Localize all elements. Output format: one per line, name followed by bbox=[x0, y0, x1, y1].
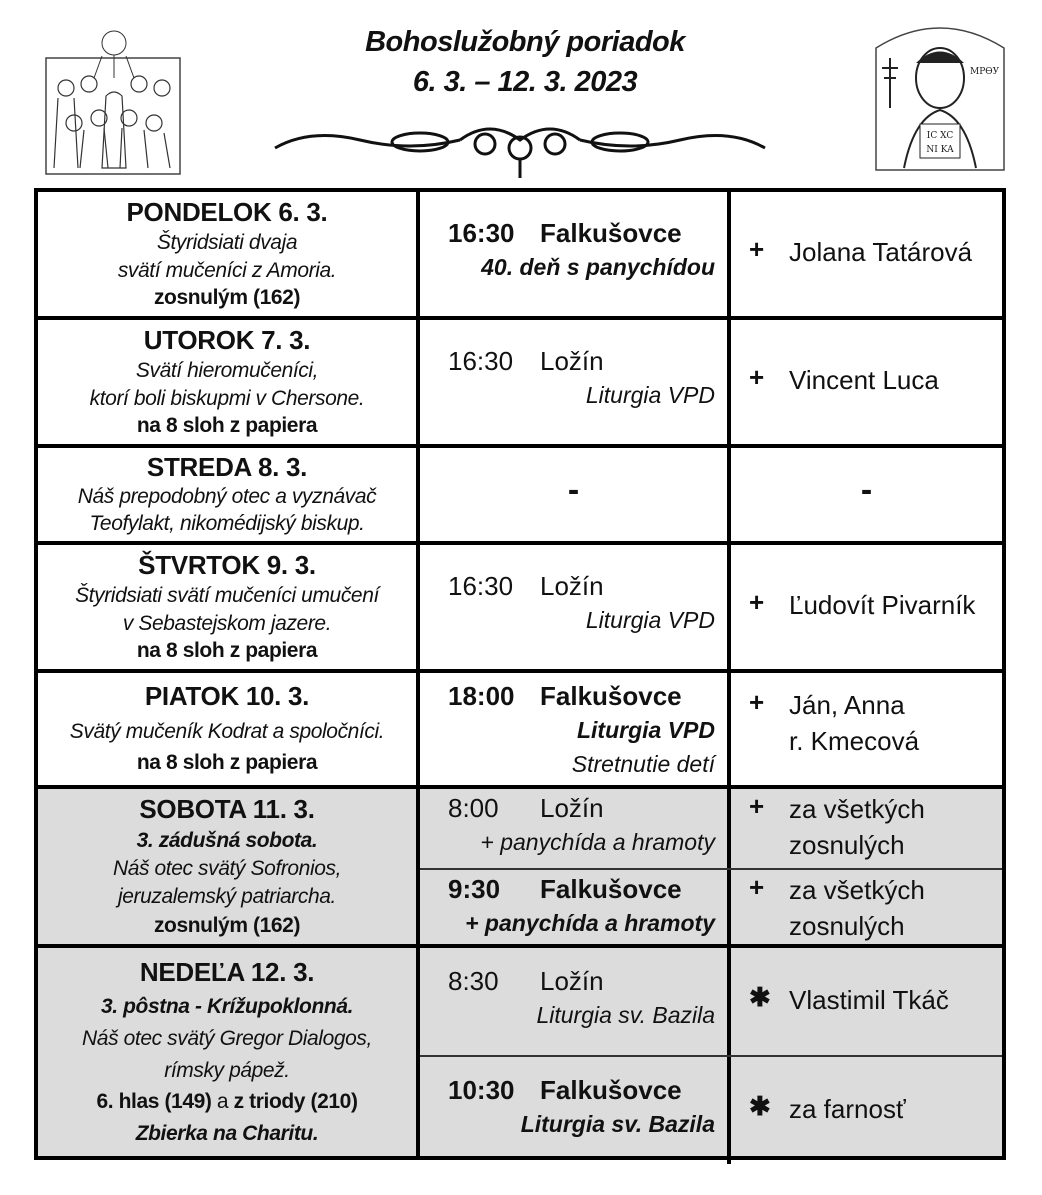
service-place: Ložín bbox=[540, 965, 604, 996]
service-row bbox=[420, 789, 1002, 868]
intention-cell bbox=[731, 870, 1002, 950]
day-info-line: na 8 sloh z papiera bbox=[136, 639, 318, 663]
day-heading: STREDA 8. 3. bbox=[146, 451, 308, 482]
day-info-line: jeruzalemský patriarcha. bbox=[118, 885, 336, 909]
service-note: Liturgia VPD bbox=[585, 382, 715, 408]
service-note-secondary: Stretnutie detí bbox=[571, 751, 715, 777]
schedule-table bbox=[34, 188, 1006, 1160]
day-info-cell bbox=[38, 192, 420, 316]
day-info-line: Štyridsiati svätí mučeníci umučení bbox=[75, 583, 379, 607]
service-cell bbox=[420, 545, 731, 669]
conjunction-text: a bbox=[216, 1090, 229, 1114]
day-info-line: Náš prepodobný otec a vyznávač bbox=[77, 485, 377, 509]
service-row bbox=[420, 448, 1002, 541]
portrait-lettering-book-bottom: NI KA bbox=[926, 145, 954, 155]
day-info-line: rímsky pápež. bbox=[164, 1058, 290, 1082]
service-time: 9:30 bbox=[448, 874, 501, 904]
intention-cell bbox=[731, 320, 1002, 444]
date-range: 6. 3. – 12. 3. 2023 bbox=[412, 66, 638, 98]
services-area bbox=[420, 545, 1002, 669]
day-info-line: 3. zádušná sobota. bbox=[136, 829, 318, 853]
service-cell bbox=[420, 320, 731, 444]
day-info-line: Náš otec svätý Sofronios, bbox=[112, 857, 342, 881]
asterisk-icon: ✱ bbox=[749, 1090, 771, 1121]
day-row bbox=[38, 192, 1002, 320]
day-info-line: svätí mučeníci z Amoria. bbox=[117, 258, 337, 282]
service-cell bbox=[420, 870, 731, 950]
service-note: Liturgia VPD bbox=[585, 607, 715, 633]
plus-cross-icon: + bbox=[749, 234, 765, 264]
intention-cell bbox=[731, 948, 1002, 1055]
day-info-line: Svätí hieromučeníci, bbox=[135, 358, 319, 382]
service-cell bbox=[420, 1057, 731, 1164]
service-note: + panychída a hramoty bbox=[465, 910, 715, 936]
intention-text: Vlastimil Tkáč bbox=[789, 984, 949, 1015]
service-cell bbox=[420, 789, 731, 868]
day-info-cell bbox=[38, 448, 420, 541]
day-info-cell bbox=[38, 545, 420, 669]
service-cell bbox=[420, 192, 731, 316]
services-area bbox=[420, 192, 1002, 316]
day-info-cell bbox=[38, 673, 420, 785]
services-area bbox=[420, 948, 1002, 1156]
service-cell bbox=[420, 673, 731, 785]
service-time: 8:00 bbox=[448, 792, 499, 823]
service-time: 18:00 bbox=[448, 681, 515, 711]
service-time: 16:30 bbox=[448, 571, 514, 601]
day-row bbox=[38, 948, 1002, 1156]
service-place: Ložín bbox=[540, 792, 604, 823]
day-info-line: Teofylakt, nikomédijský biskup. bbox=[89, 512, 365, 536]
intention-text: Jolana Tatárová bbox=[789, 237, 973, 267]
intention-text: zosnulých bbox=[789, 911, 905, 941]
plus-cross-icon: + bbox=[749, 790, 765, 821]
service-time: 10:30 bbox=[448, 1074, 515, 1105]
day-row bbox=[38, 545, 1002, 673]
portrait-lettering-book-top: IC XC bbox=[926, 131, 954, 141]
intention-text: za všetkých bbox=[789, 793, 925, 824]
day-info-line: na 8 sloh z papiera bbox=[136, 751, 318, 775]
intention-text: Vincent Luca bbox=[789, 365, 939, 395]
day-row bbox=[38, 448, 1002, 545]
service-time: 16:30 bbox=[448, 346, 514, 376]
intention-text: za farnosť bbox=[789, 1093, 906, 1124]
day-heading: UTOROK 7. 3. bbox=[143, 324, 311, 355]
service-row bbox=[420, 948, 1002, 1055]
day-heading: SOBOTA 11. 3. bbox=[139, 794, 315, 825]
no-intention-dash: - bbox=[860, 470, 873, 509]
ornament-divider bbox=[270, 118, 770, 184]
services-area bbox=[420, 789, 1002, 944]
service-note: Liturgia VPD bbox=[576, 717, 715, 743]
day-row bbox=[38, 320, 1002, 448]
service-cell bbox=[420, 448, 731, 541]
day-info-line: Zbierka na Charitu. bbox=[135, 1122, 319, 1146]
plus-cross-icon: + bbox=[749, 362, 765, 392]
day-info-line: zosnulým (162) bbox=[153, 913, 301, 937]
intention-cell bbox=[731, 448, 1002, 541]
service-note: + panychída a hramoty bbox=[480, 828, 715, 855]
day-row bbox=[38, 789, 1002, 948]
service-row bbox=[420, 673, 1002, 785]
day-info-line: Náš otec svätý Gregor Dialogos, bbox=[82, 1026, 372, 1050]
day-info-line: na 8 sloh z papiera bbox=[136, 414, 318, 438]
service-note: Liturgia sv. Bazila bbox=[536, 1001, 715, 1028]
plus-cross-icon: + bbox=[749, 587, 765, 617]
service-place: Ložín bbox=[540, 346, 604, 376]
service-cell bbox=[420, 948, 731, 1055]
day-info-line: zosnulým (162) bbox=[153, 286, 301, 310]
services-area bbox=[420, 673, 1002, 785]
service-time: 8:30 bbox=[448, 965, 499, 996]
day-info-line: Svätý mučeník Kodrat a spoločníci. bbox=[69, 719, 385, 743]
service-place: Ložín bbox=[540, 571, 604, 601]
day-heading: NEDEĽA 12. 3. bbox=[139, 956, 315, 987]
services-area bbox=[420, 320, 1002, 444]
document-title: Bohoslužobný poriadok bbox=[365, 26, 685, 58]
intention-cell bbox=[731, 673, 1002, 785]
intention-text: zosnulých bbox=[789, 829, 905, 860]
day-info-cell bbox=[38, 948, 420, 1156]
day-info-line: 3. pôstna - Krížupoklonná. bbox=[100, 995, 354, 1019]
day-info-line: v Sebastejskom jazere. bbox=[122, 611, 332, 635]
service-row bbox=[420, 1055, 1002, 1164]
saints-icon-image bbox=[44, 18, 184, 178]
day-info-cell bbox=[38, 320, 420, 444]
service-row bbox=[420, 320, 1002, 444]
service-row bbox=[420, 545, 1002, 669]
intention-cell bbox=[731, 1057, 1002, 1164]
day-heading: PIATOK 10. 3. bbox=[144, 681, 310, 712]
service-place: Falkušovce bbox=[540, 874, 682, 904]
service-note: 40. deň s panychídou bbox=[481, 254, 715, 280]
plus-cross-icon: + bbox=[749, 872, 765, 902]
bishop-portrait-image bbox=[874, 18, 1006, 173]
service-note: Liturgia sv. Bazila bbox=[520, 1110, 715, 1137]
service-row bbox=[420, 192, 1002, 316]
asterisk-icon: ✱ bbox=[749, 981, 771, 1012]
day-row bbox=[38, 673, 1002, 789]
portrait-lettering-mother-of-god: МРѲУ bbox=[970, 67, 1000, 77]
day-info-line: 6. hlas (149) a z triody (210) bbox=[96, 1090, 358, 1114]
plus-cross-icon: + bbox=[749, 687, 765, 717]
day-info-line: Štyridsiati dvaja bbox=[156, 230, 298, 254]
intention-text: Ľudovít Pivarník bbox=[789, 590, 976, 620]
day-heading: ŠTVRTOK 9. 3. bbox=[138, 549, 316, 580]
service-place: Falkušovce bbox=[540, 218, 682, 248]
intention-cell bbox=[731, 789, 1002, 868]
day-heading: PONDELOK 6. 3. bbox=[126, 196, 328, 227]
day-info-cell bbox=[38, 789, 420, 944]
day-info-line: ktorí boli biskupmi v Chersone. bbox=[89, 386, 365, 410]
service-place: Falkušovce bbox=[540, 1074, 682, 1105]
intention-cell bbox=[731, 192, 1002, 316]
intention-text: za všetkých bbox=[789, 875, 925, 905]
no-service-dash: - bbox=[567, 470, 580, 509]
service-time: 16:30 bbox=[448, 218, 515, 248]
intention-cell bbox=[731, 545, 1002, 669]
intention-text: Ján, Anna bbox=[789, 690, 905, 720]
services-area bbox=[420, 448, 1002, 541]
service-row bbox=[420, 868, 1002, 950]
service-place: Falkušovce bbox=[540, 681, 682, 711]
intention-text: r. Kmecová bbox=[789, 726, 920, 756]
